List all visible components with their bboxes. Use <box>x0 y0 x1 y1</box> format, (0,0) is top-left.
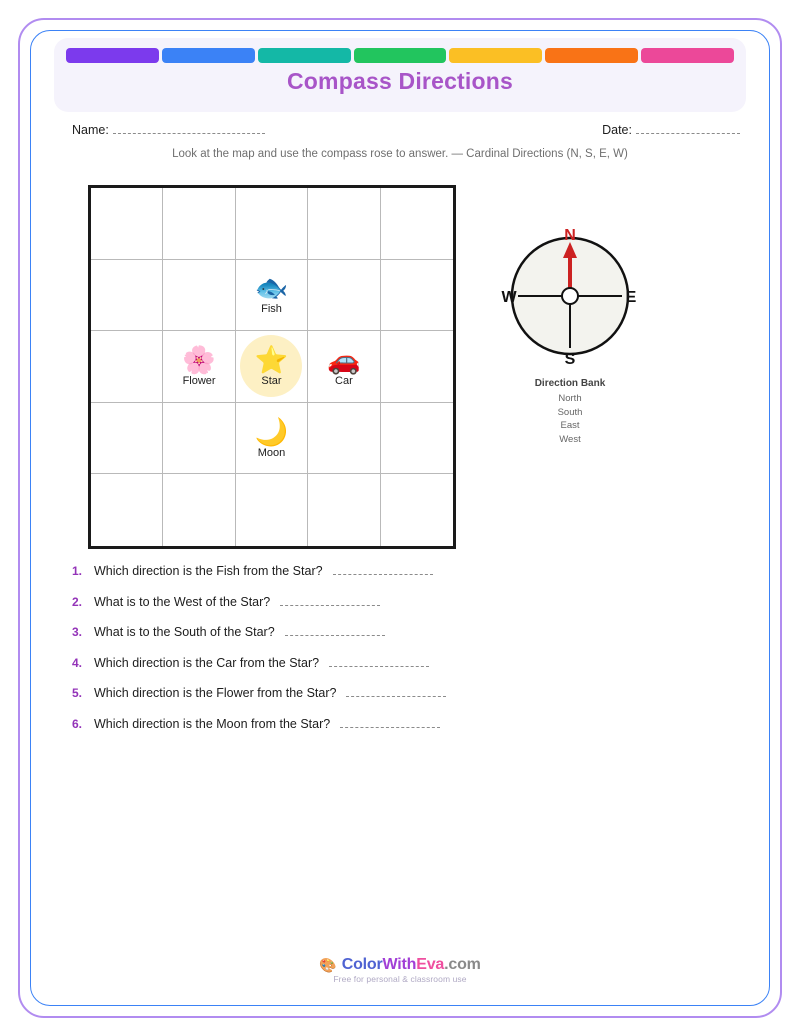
question-row <box>72 685 712 700</box>
map-cell-empty <box>381 331 453 403</box>
footer-tagline: Free for personal & classroom use <box>333 974 467 984</box>
map-item-star <box>240 335 302 397</box>
map-grid <box>88 185 456 549</box>
color-strip-segment-5 <box>449 48 542 63</box>
map-cell-empty <box>381 403 453 475</box>
question-answer-blank[interactable] <box>280 594 380 606</box>
question-answer-blank[interactable] <box>285 624 385 636</box>
question-number: 6. <box>72 716 83 731</box>
worksheet-content <box>30 30 770 1006</box>
compass-label-north: N <box>564 227 576 244</box>
question-row <box>72 716 712 731</box>
color-strip-segment-6 <box>545 48 638 63</box>
question-number: 3. <box>72 625 83 639</box>
brand-wordmark[interactable] <box>342 956 481 974</box>
map-cell-empty <box>163 188 235 260</box>
map-item-label: Flower <box>182 374 216 387</box>
map-cell-empty <box>308 188 380 260</box>
map-item-fish <box>240 264 302 326</box>
name-field[interactable] <box>72 122 265 137</box>
compass-label-west: W <box>501 289 517 306</box>
footer <box>30 956 770 984</box>
direction-bank-item: South <box>557 406 583 418</box>
map-cell-empty <box>308 474 380 546</box>
brand-part-eva: Eva <box>416 956 445 973</box>
map-cell-empty <box>381 260 453 332</box>
direction-bank <box>500 378 640 446</box>
map-cell-empty <box>163 474 235 546</box>
question-answer-blank[interactable] <box>340 716 440 728</box>
question-number: 1. <box>72 564 83 578</box>
name-label: Name: <box>72 123 109 137</box>
map-cell-empty <box>236 474 308 546</box>
brand-part-with: With <box>382 956 417 973</box>
question-text: Which direction is the Flower from the Star? <box>94 685 446 700</box>
compass-center-hub <box>562 288 578 304</box>
page-title: Compass Directions <box>287 68 513 94</box>
map-cell-fish <box>236 260 308 332</box>
map-cell-empty <box>163 403 235 475</box>
fish-emoji: 🐟 <box>254 273 289 304</box>
moon-emoji: 🌙 <box>254 416 289 447</box>
instructions-text: Look at the map and use the compass rose to answer. — Cardinal Directions (N, S, E, W) <box>172 148 628 160</box>
map-item-label: Car <box>335 374 353 387</box>
direction-bank-title: Direction Bank <box>534 378 606 389</box>
map-cell-car <box>308 331 380 403</box>
question-text: What is to the West of the Star? <box>94 594 380 609</box>
map-cell-empty <box>163 260 235 332</box>
question-text: Which direction is the Moon from the Star? <box>94 716 440 731</box>
map-item-label: Moon <box>257 446 286 459</box>
question-number: 5. <box>72 686 83 700</box>
map-cell-empty <box>308 260 380 332</box>
date-blank-line[interactable] <box>636 122 740 134</box>
color-strip-segment-3 <box>258 48 351 63</box>
map-cell-empty <box>91 403 163 475</box>
map-cell-empty <box>91 474 163 546</box>
map-cell-empty <box>91 260 163 332</box>
star-emoji: ⭐ <box>254 344 289 375</box>
map-cell-empty <box>91 331 163 403</box>
question-row <box>72 624 712 639</box>
direction-bank-list <box>500 392 640 446</box>
map-item-label: Star <box>261 374 282 387</box>
question-text: Which direction is the Fish from the Star? <box>94 563 433 578</box>
brand-part-com: .com <box>444 956 481 973</box>
header-card <box>54 38 746 112</box>
map-cell-moon <box>236 403 308 475</box>
name-date-row <box>54 122 746 144</box>
map-item-flower <box>168 335 230 397</box>
map-item-car <box>313 335 375 397</box>
map-cell-empty <box>308 403 380 475</box>
question-number: 2. <box>72 594 83 609</box>
map-cell-flower <box>163 331 235 403</box>
map-cell-empty <box>381 474 453 546</box>
color-strip-segment-4 <box>354 48 447 63</box>
question-text: Which direction is the Car from the Star? <box>94 655 429 670</box>
map-item-moon <box>240 407 302 469</box>
direction-bank-item: North <box>558 393 582 404</box>
question-row <box>72 563 712 578</box>
car-emoji: 🚗 <box>327 344 361 375</box>
color-strip-segment-1 <box>66 48 159 63</box>
color-strip <box>66 48 734 63</box>
map-item-label: Fish <box>261 303 282 316</box>
question-number: 4. <box>72 655 83 670</box>
question-answer-blank[interactable] <box>333 563 433 575</box>
question-answer-blank[interactable] <box>346 685 446 697</box>
question-answer-blank[interactable] <box>329 655 429 667</box>
compass-label-south: S <box>564 351 576 368</box>
map-cell-empty <box>381 188 453 260</box>
question-row <box>72 594 712 609</box>
direction-bank-item: West <box>559 433 581 445</box>
date-field[interactable] <box>602 122 740 137</box>
name-blank-line[interactable] <box>113 122 265 134</box>
questions-list <box>72 563 712 746</box>
question-text: What is to the South of the Star? <box>94 624 385 639</box>
direction-bank-item: East <box>560 420 580 431</box>
map-cell-empty <box>91 188 163 260</box>
footer-brand-line[interactable] <box>319 956 480 974</box>
compass-label-east: E <box>625 289 637 306</box>
brand-part-color: Color <box>341 956 383 973</box>
date-label: Date: <box>602 123 632 137</box>
color-strip-segment-2 <box>162 48 255 63</box>
flower-emoji: 🌸 <box>182 344 216 375</box>
compass-rose-svg <box>500 218 640 368</box>
map-cell-empty <box>236 188 308 260</box>
compass-rose <box>500 218 640 368</box>
map-cell-star <box>236 331 308 403</box>
color-strip-segment-7 <box>641 48 734 63</box>
question-row <box>72 655 712 670</box>
palette-icon: 🎨 <box>319 957 337 973</box>
